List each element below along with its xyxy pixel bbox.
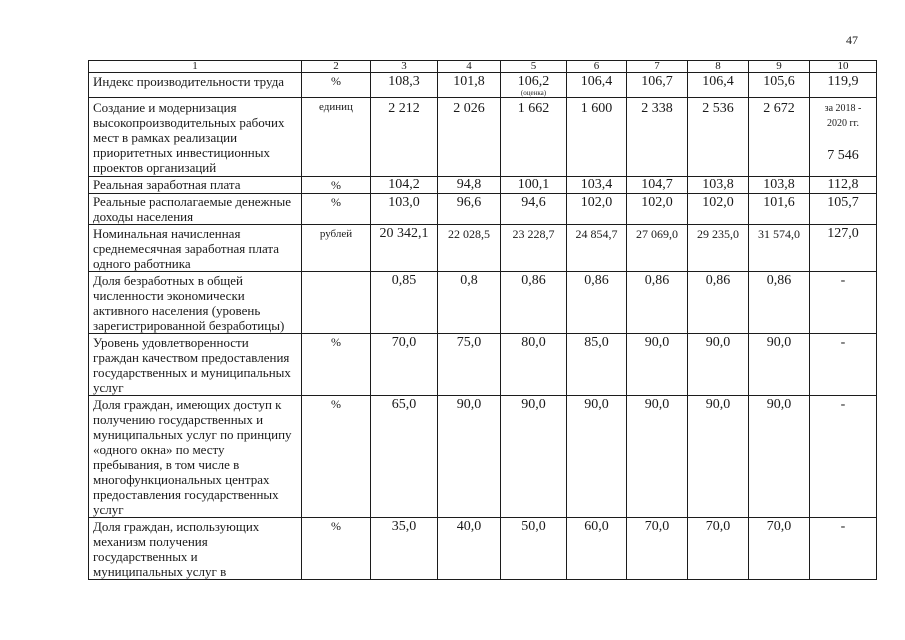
column-number-header: 6	[567, 61, 627, 73]
table-row	[89, 177, 877, 194]
indicator-name: Создание и модернизация высокопроизводительных рабочих мест в рамках реализации приоритетных инвестиционных проектов организаций	[89, 98, 302, 177]
value-cell: 103,8	[688, 177, 749, 194]
value-cell: 90,0	[567, 396, 627, 518]
value-cell: 101,8	[438, 73, 501, 98]
value-cell: 102,0	[627, 194, 688, 225]
value-cell: 20 342,1	[371, 225, 438, 272]
value-cell: 90,0	[688, 396, 749, 518]
value-cell: 102,0	[688, 194, 749, 225]
value-cell: 0,86	[627, 272, 688, 334]
value-cell: 100,1	[501, 177, 567, 194]
column-number-header: 7	[627, 61, 688, 73]
value: 106,2	[517, 74, 550, 89]
value-cell: 0,86	[501, 272, 567, 334]
table-row	[89, 396, 877, 518]
unit-cell: %	[302, 396, 371, 518]
value-cell: 27 069,0	[627, 225, 688, 272]
value-cell	[501, 73, 567, 98]
value-cell: 105,6	[749, 73, 810, 98]
table-row	[89, 334, 877, 396]
value-cell: 70,0	[749, 518, 810, 580]
value-cell: 103,8	[749, 177, 810, 194]
value-cell: 0,86	[688, 272, 749, 334]
table-row	[89, 272, 877, 334]
value-cell: 90,0	[627, 396, 688, 518]
value-cell: 108,3	[371, 73, 438, 98]
value-cell: 106,7	[627, 73, 688, 98]
value-cell: 90,0	[749, 334, 810, 396]
indicator-name: Доля граждан, использующих механизм получения государственных и муниципальных услуг в	[89, 518, 302, 580]
value-cell: 31 574,0	[749, 225, 810, 272]
value-cell: 24 854,7	[567, 225, 627, 272]
value-cell: 94,6	[501, 194, 567, 225]
value-cell: -	[810, 396, 877, 518]
column-number-header: 5	[501, 61, 567, 73]
value-cell: 2 026	[438, 98, 501, 177]
indicator-name: Доля безработных в общей численности экономически активного населения (уровень зарегистрированной безработицы)	[89, 272, 302, 334]
value-cell: 29 235,0	[688, 225, 749, 272]
value-cell: 96,6	[438, 194, 501, 225]
column-number-header: 4	[438, 61, 501, 73]
table-body	[89, 73, 877, 580]
value-cell: 103,4	[567, 177, 627, 194]
value-cell: 2 536	[688, 98, 749, 177]
value-cell: 65,0	[371, 396, 438, 518]
column-number-header: 10	[810, 61, 877, 73]
table-row	[89, 225, 877, 272]
unit-cell: рублей	[302, 225, 371, 272]
indicators-table	[88, 60, 877, 580]
value: 7 546	[827, 148, 859, 163]
table-row	[89, 194, 877, 225]
value-cell: 1 662	[501, 98, 567, 177]
unit-cell: %	[302, 334, 371, 396]
value-cell: 2 672	[749, 98, 810, 177]
unit-cell: %	[302, 518, 371, 580]
value-cell: -	[810, 334, 877, 396]
value-cell: 105,7	[810, 194, 877, 225]
value-cell: 94,8	[438, 177, 501, 194]
table-header-row	[89, 61, 877, 73]
value-cell: 60,0	[567, 518, 627, 580]
value-cell: 35,0	[371, 518, 438, 580]
value-cell: 104,7	[627, 177, 688, 194]
table-row	[89, 518, 877, 580]
value-cell: 102,0	[567, 194, 627, 225]
value-cell: 106,4	[567, 73, 627, 98]
value-cell: 0,86	[567, 272, 627, 334]
value-cell: 0,86	[749, 272, 810, 334]
value-cell: 101,6	[749, 194, 810, 225]
table-head	[89, 61, 877, 73]
column-number-header: 9	[749, 61, 810, 73]
indicator-name: Номинальная начисленная среднемесячная заработная плата одного работника	[89, 225, 302, 272]
column-number-header: 1	[89, 61, 302, 73]
indicator-name: Уровень удовлетворенности граждан качеством предоставления государственных и муниципальных услуг	[89, 334, 302, 396]
column-number-header: 8	[688, 61, 749, 73]
value-cell: 106,4	[688, 73, 749, 98]
value-cell: 2 338	[627, 98, 688, 177]
value-cell: 119,9	[810, 73, 877, 98]
value-cell: 0,8	[438, 272, 501, 334]
value-cell: 90,0	[438, 396, 501, 518]
value-cell: 75,0	[438, 334, 501, 396]
column-number-header: 3	[371, 61, 438, 73]
value-cell: 2 212	[371, 98, 438, 177]
total-period-label: за 2018 - 2020 гг.	[824, 103, 862, 129]
page-number: 47	[846, 33, 858, 47]
value-cell: 0,85	[371, 272, 438, 334]
unit-cell	[302, 272, 371, 334]
value-cell: 103,0	[371, 194, 438, 225]
unit-cell: %	[302, 73, 371, 98]
estimate-note: (оценка)	[520, 89, 547, 97]
value-cell: 104,2	[371, 177, 438, 194]
value-cell: -	[810, 272, 877, 334]
value-cell: 127,0	[810, 225, 877, 272]
value-cell: 90,0	[688, 334, 749, 396]
value-cell: 40,0	[438, 518, 501, 580]
value-cell: 85,0	[567, 334, 627, 396]
value-cell: 70,0	[627, 518, 688, 580]
indicator-name: Индекс производительности труда	[89, 73, 302, 98]
value-cell: 1 600	[567, 98, 627, 177]
value-cell: 112,8	[810, 177, 877, 194]
unit-cell: %	[302, 177, 371, 194]
value-cell: 70,0	[688, 518, 749, 580]
value-cell: 90,0	[749, 396, 810, 518]
value-cell	[810, 98, 877, 177]
unit-cell: %	[302, 194, 371, 225]
indicator-name: Реальная заработная плата	[89, 177, 302, 194]
indicator-name: Доля граждан, имеющих доступ к получению государственных и муниципальных услуг по принципу «одного окна» по месту пребывания, в том числе в многофункциональных центрах предоставления государственных услуг	[89, 396, 302, 518]
value-cell: 50,0	[501, 518, 567, 580]
column-number-header: 2	[302, 61, 371, 73]
value-cell: -	[810, 518, 877, 580]
value-cell: 80,0	[501, 334, 567, 396]
value-cell: 70,0	[371, 334, 438, 396]
value-cell: 90,0	[501, 396, 567, 518]
value-cell: 22 028,5	[438, 225, 501, 272]
table-row	[89, 98, 877, 177]
table-row	[89, 73, 877, 98]
value-cell: 23 228,7	[501, 225, 567, 272]
unit-cell: единиц	[302, 98, 371, 177]
value-cell: 90,0	[627, 334, 688, 396]
indicator-name: Реальные располагаемые денежные доходы населения	[89, 194, 302, 225]
